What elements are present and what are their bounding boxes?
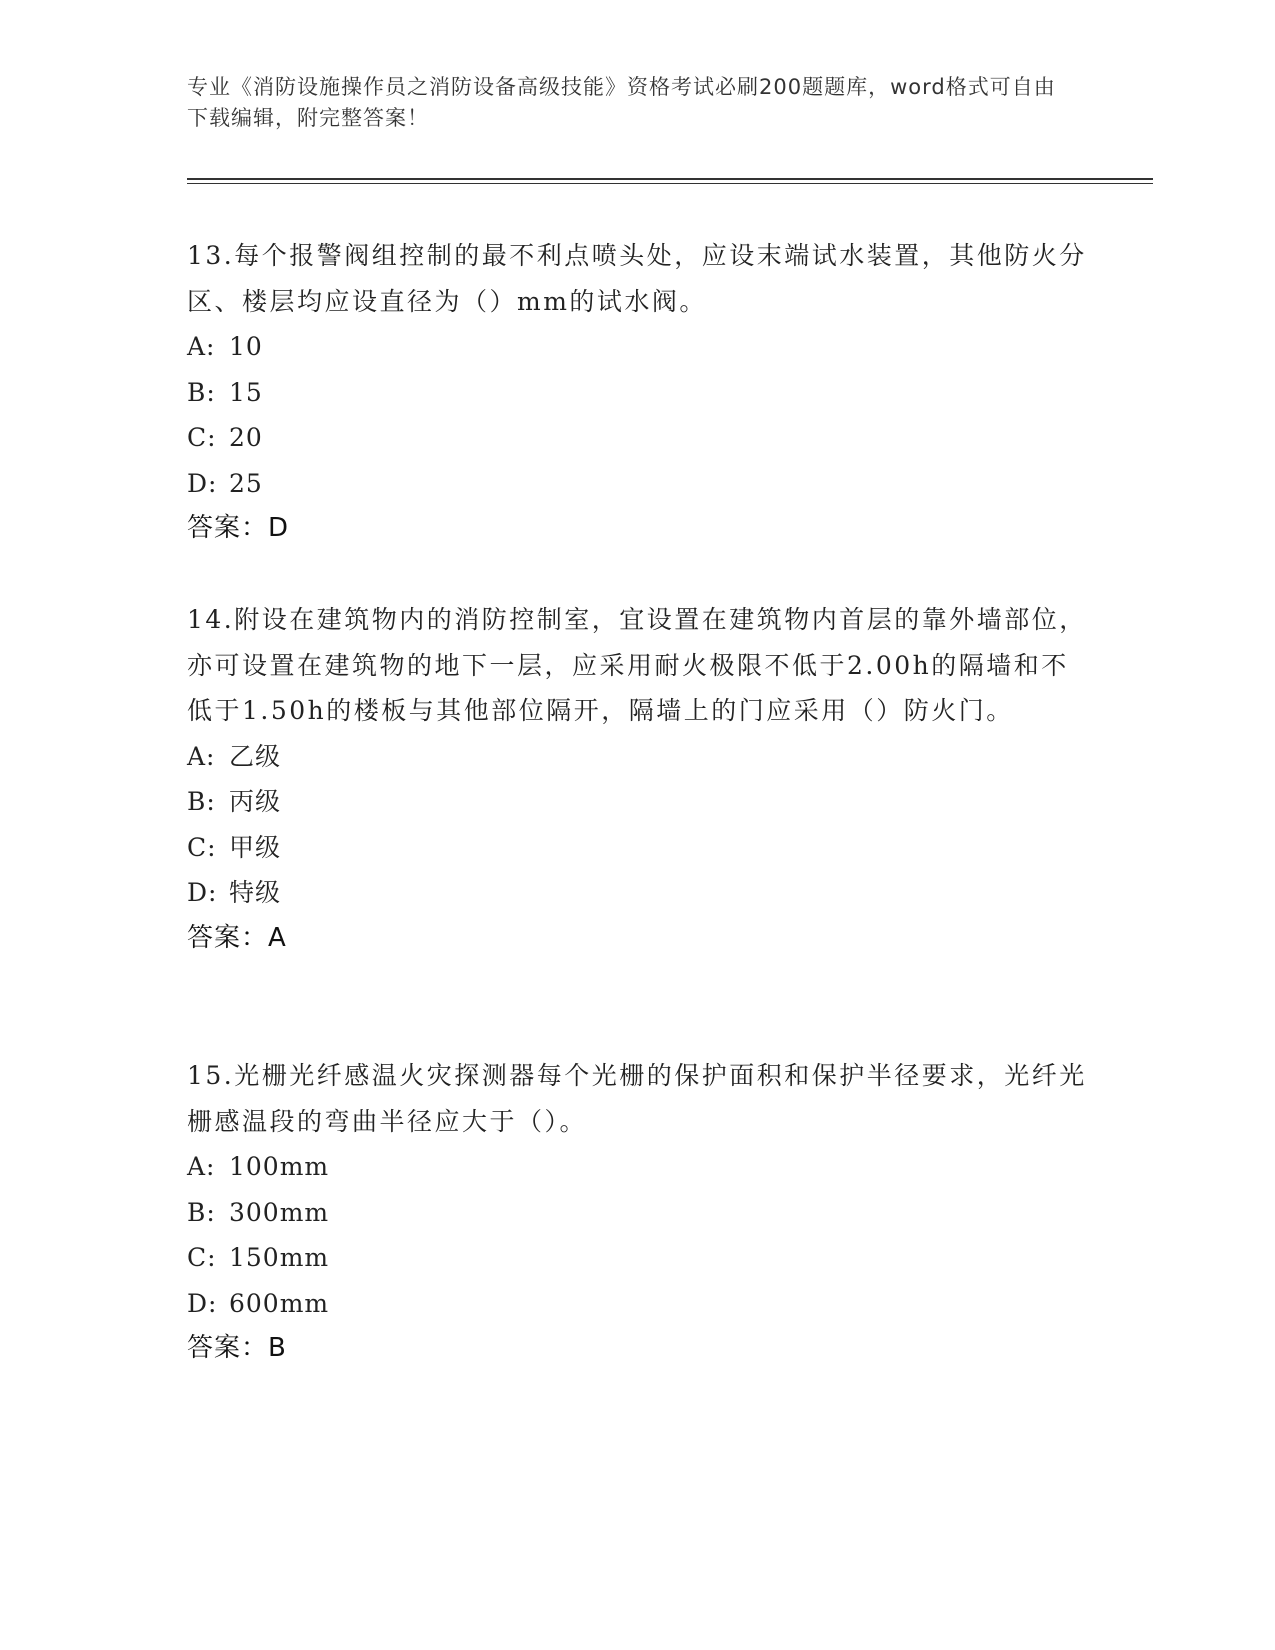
- option-b: [187, 370, 1087, 416]
- option-text: 乙级: [229, 741, 282, 771]
- option-b: [187, 1190, 1087, 1236]
- option-d: [187, 1281, 1087, 1327]
- option-letter: A:: [187, 741, 216, 771]
- answer-line: 答案：D: [187, 513, 290, 543]
- header-divider-thick: [187, 178, 1153, 180]
- option-text: 10: [229, 332, 263, 361]
- document-header: 专业《消防设施操作员之消防设备高级技能》资格考试必刷200题题库，word格式可自由下载编辑，附完整答案！: [187, 75, 1056, 130]
- option-letter: A:: [187, 1152, 216, 1181]
- option-letter: B:: [187, 377, 216, 407]
- option-letter: D:: [187, 1288, 218, 1318]
- option-text: 特级: [229, 878, 282, 907]
- option-text: 甲级: [229, 832, 282, 862]
- option-text: 150mm: [229, 1243, 330, 1272]
- option-letter: D:: [187, 878, 218, 907]
- option-c: [187, 415, 1087, 461]
- option-c: [187, 1235, 1087, 1281]
- option-letter: D:: [187, 468, 218, 498]
- option-b: [187, 779, 1087, 825]
- question-stem: 13.每个报警阀组控制的最不利点喷头处，应设末端试水装置，其他防火分区、楼层均应设直径为（）mm的试水阀。: [187, 241, 1087, 316]
- option-a: [187, 734, 1087, 780]
- option-c: [187, 825, 1087, 871]
- question-14: [187, 597, 1087, 961]
- option-letter: C:: [187, 832, 217, 862]
- option-text: 300mm: [229, 1197, 330, 1227]
- option-a: [187, 324, 1087, 370]
- option-letter: B:: [187, 1197, 216, 1227]
- answer-line: 答案：B: [187, 1333, 287, 1363]
- header-divider-thin: [187, 183, 1153, 184]
- option-letter: A:: [187, 332, 216, 361]
- option-letter: C:: [187, 423, 217, 452]
- question-stem: 14.附设在建筑物内的消防控制室，宜设置在建筑物内首层的靠外墙部位，亦可设置在建筑物的地下一层，应采用耐火极限不低于2.00h的隔墙和不低于1.50h的楼板与其他部位隔开，隔墙上的门应采用（）防火门。: [187, 605, 1087, 725]
- option-a: [187, 1144, 1087, 1190]
- option-text: 丙级: [229, 787, 282, 816]
- question-13: [187, 233, 1087, 552]
- question-15: [187, 1053, 1087, 1372]
- option-d: [187, 461, 1087, 507]
- option-text: 15: [229, 377, 263, 407]
- option-text: 100mm: [229, 1152, 330, 1181]
- answer-line: 答案：A: [187, 922, 287, 953]
- question-stem: 15.光栅光纤感温火灾探测器每个光栅的保护面积和保护半径要求，光纤光栅感温段的弯曲半径应大于（）。: [187, 1061, 1087, 1136]
- option-letter: C:: [187, 1243, 217, 1272]
- option-text: 600mm: [229, 1288, 330, 1318]
- option-d: [187, 870, 1087, 916]
- option-letter: B:: [187, 787, 216, 816]
- option-text: 25: [229, 468, 263, 498]
- option-text: 20: [229, 423, 263, 452]
